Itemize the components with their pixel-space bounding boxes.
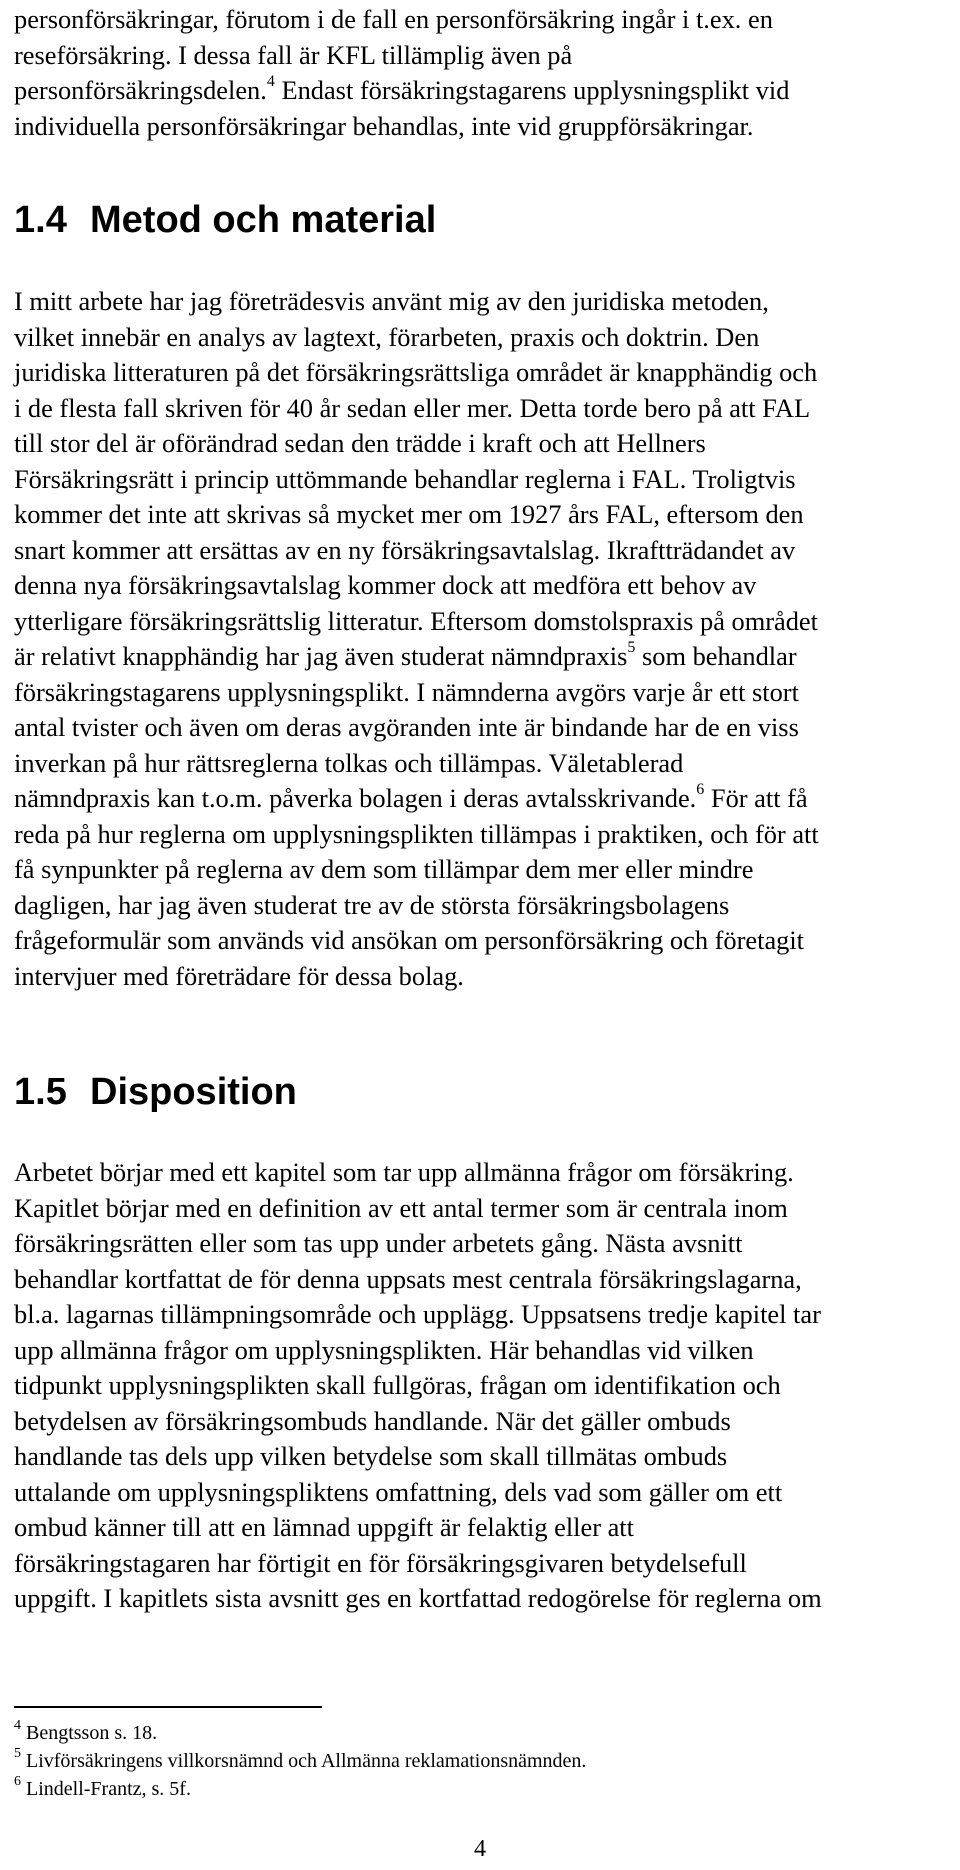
text-line: juridiska litteraturen på det försäkringsrättsliga området är knapphändig och [14, 357, 818, 387]
footnote-number: 4 [14, 1718, 21, 1734]
text-line: personförsäkringar, förutom i de fall en personförsäkring ingår i t.ex. en [14, 4, 773, 34]
footnote-reference: 4 [266, 73, 275, 91]
text-line: försäkringstagaren har förtigit en för försäkringsgivaren betydelsefull [14, 1547, 747, 1578]
text-line: ytterligare försäkringsrättslig litteratur. Eftersom domstolspraxis på området [14, 605, 818, 636]
footnote-reference: 6 [696, 781, 705, 799]
text-line: frågeformulär som används vid ansökan om personförsäkring och företagit [14, 925, 805, 955]
footnote-text: Livförsäkringens villkorsnämnd och Allmänna reklamationsnämnden. [26, 1750, 587, 1772]
footnote-reference: 5 [627, 639, 636, 657]
section-heading-1-4 [14, 198, 954, 242]
text-line [14, 781, 954, 817]
text-line: denna nya försäkringsavtalslag kommer dock att medföra ett behov av [14, 570, 757, 600]
text-segment: Endast försäkringstagarens upplysningsplikt vid [281, 75, 790, 105]
footnote-text: Lindell-Frantz, s. 5f. [26, 1778, 191, 1800]
text-line: behandlar kortfattat de för denna uppsats mest centrala försäkringslagarna, [14, 1263, 802, 1294]
footnote-number: 6 [14, 1774, 21, 1790]
text-line: försäkringstagarens upplysningsplikt. I nämnderna avgörs varje år ett stort [14, 676, 799, 707]
text-segment: som behandlar [641, 641, 797, 671]
text-segment: För att få [710, 783, 808, 813]
footnote-number: 5 [14, 1746, 21, 1762]
text-line: handlande tas dels upp vilken betydelse som skall tillmätas ombuds [14, 1441, 728, 1471]
section-number: 1.5 [14, 1071, 67, 1113]
footnote [14, 1720, 157, 1746]
intro-paragraph [14, 2, 954, 144]
footnote [14, 1776, 191, 1802]
page-number: 4 [474, 1836, 486, 1862]
text-line: individuella personförsäkringar behandlas, inte vid gruppförsäkringar. [14, 110, 754, 141]
text-line: reseförsäkring. I dessa fall är KFL tillämplig även på [14, 39, 573, 70]
section-title: Metod och material [90, 199, 437, 241]
text-line: i de flesta fall skriven för 40 år sedan eller mer. Detta torde bero på att FAL [14, 392, 811, 423]
text-line: intervjuer med företrädare för dessa bolag. [14, 960, 464, 991]
text-line: dagligen, har jag även studerat tre av de största försäkringsbolagens [14, 889, 730, 920]
text-segment: är relativt knapphändig har jag även studerat nämndpraxis [14, 641, 628, 671]
text-line: vilket innebär en analys av lagtext, förarbeten, praxis och doktrin. Den [14, 321, 760, 352]
text-line: bl.a. lagarnas tillämpningsområde och upplägg. Uppsatsens tredje kapitel tar [14, 1299, 821, 1329]
text-line: snart kommer att ersättas av en ny försäkringsavtalslag. Ikraftträdandet av [14, 534, 796, 565]
text-line: försäkringsrätten eller som tas upp under arbetets gång. Nästa avsnitt [14, 1228, 743, 1258]
text-segment: nämndpraxis kan t.o.m. påverka bolagen i deras avtalsskrivande. [14, 783, 697, 813]
text-line: tidpunkt upplysningsplikten skall fullgöras, frågan om identifikation och [14, 1370, 781, 1400]
footnote-text: Bengtsson s. 18. [26, 1722, 158, 1744]
text-line: antal tvister och även om deras avgöranden inte är bindande har de en viss [14, 712, 799, 742]
text-line [14, 639, 954, 675]
text-line: Kapitlet börjar med en definition av ett antal termer som är centrala inom [14, 1192, 788, 1223]
text-line: betydelsen av försäkringsombuds handlande. När det gäller ombuds [14, 1405, 731, 1436]
section-1-4-paragraph [14, 284, 954, 994]
text-segment: personförsäkringsdelen. [14, 75, 267, 105]
text-line: ombud känner till att en lämnad uppgift är felaktig eller att [14, 1512, 634, 1542]
text-line [14, 73, 954, 109]
text-line: uttalande om upplysningspliktens omfattning, dels vad som gäller om ett [14, 1476, 783, 1507]
text-line: kommer det inte att skrivas så mycket mer om 1927 års FAL, eftersom den [14, 499, 804, 529]
section-heading-1-5 [14, 1070, 954, 1114]
section-1-5-paragraph [14, 1155, 954, 1617]
text-line: få synpunkter på reglerna av dem som tillämpar dem mer eller mindre [14, 854, 754, 884]
section-title: Disposition [90, 1071, 297, 1113]
text-line: Arbetet börjar med ett kapitel som tar upp allmänna frågor om försäkring. [14, 1157, 794, 1187]
text-line: uppgift. I kapitlets sista avsnitt ges en kortfattad redogörelse för reglerna om [14, 1583, 822, 1613]
text-line: till stor del är oförändrad sedan den trädde i kraft och att Hellners [14, 428, 706, 458]
text-line: upp allmänna frågor om upplysningsplikten. Här behandlas vid vilken [14, 1334, 754, 1365]
footnote [14, 1748, 586, 1774]
text-line: inverkan på hur rättsreglerna tolkas och tillämpas. Väletablerad [14, 747, 684, 778]
text-line: reda på hur reglerna om upplysningsplikten tillämpas i praktiken, och för att [14, 818, 819, 849]
section-number: 1.4 [14, 199, 67, 241]
text-line: I mitt arbete har jag företrädesvis använt mig av den juridiska metoden, [14, 286, 769, 316]
text-line: Försäkringsrätt i princip uttömmande behandlar reglerna i FAL. Troligtvis [14, 463, 796, 494]
footnote-separator [14, 1706, 322, 1708]
